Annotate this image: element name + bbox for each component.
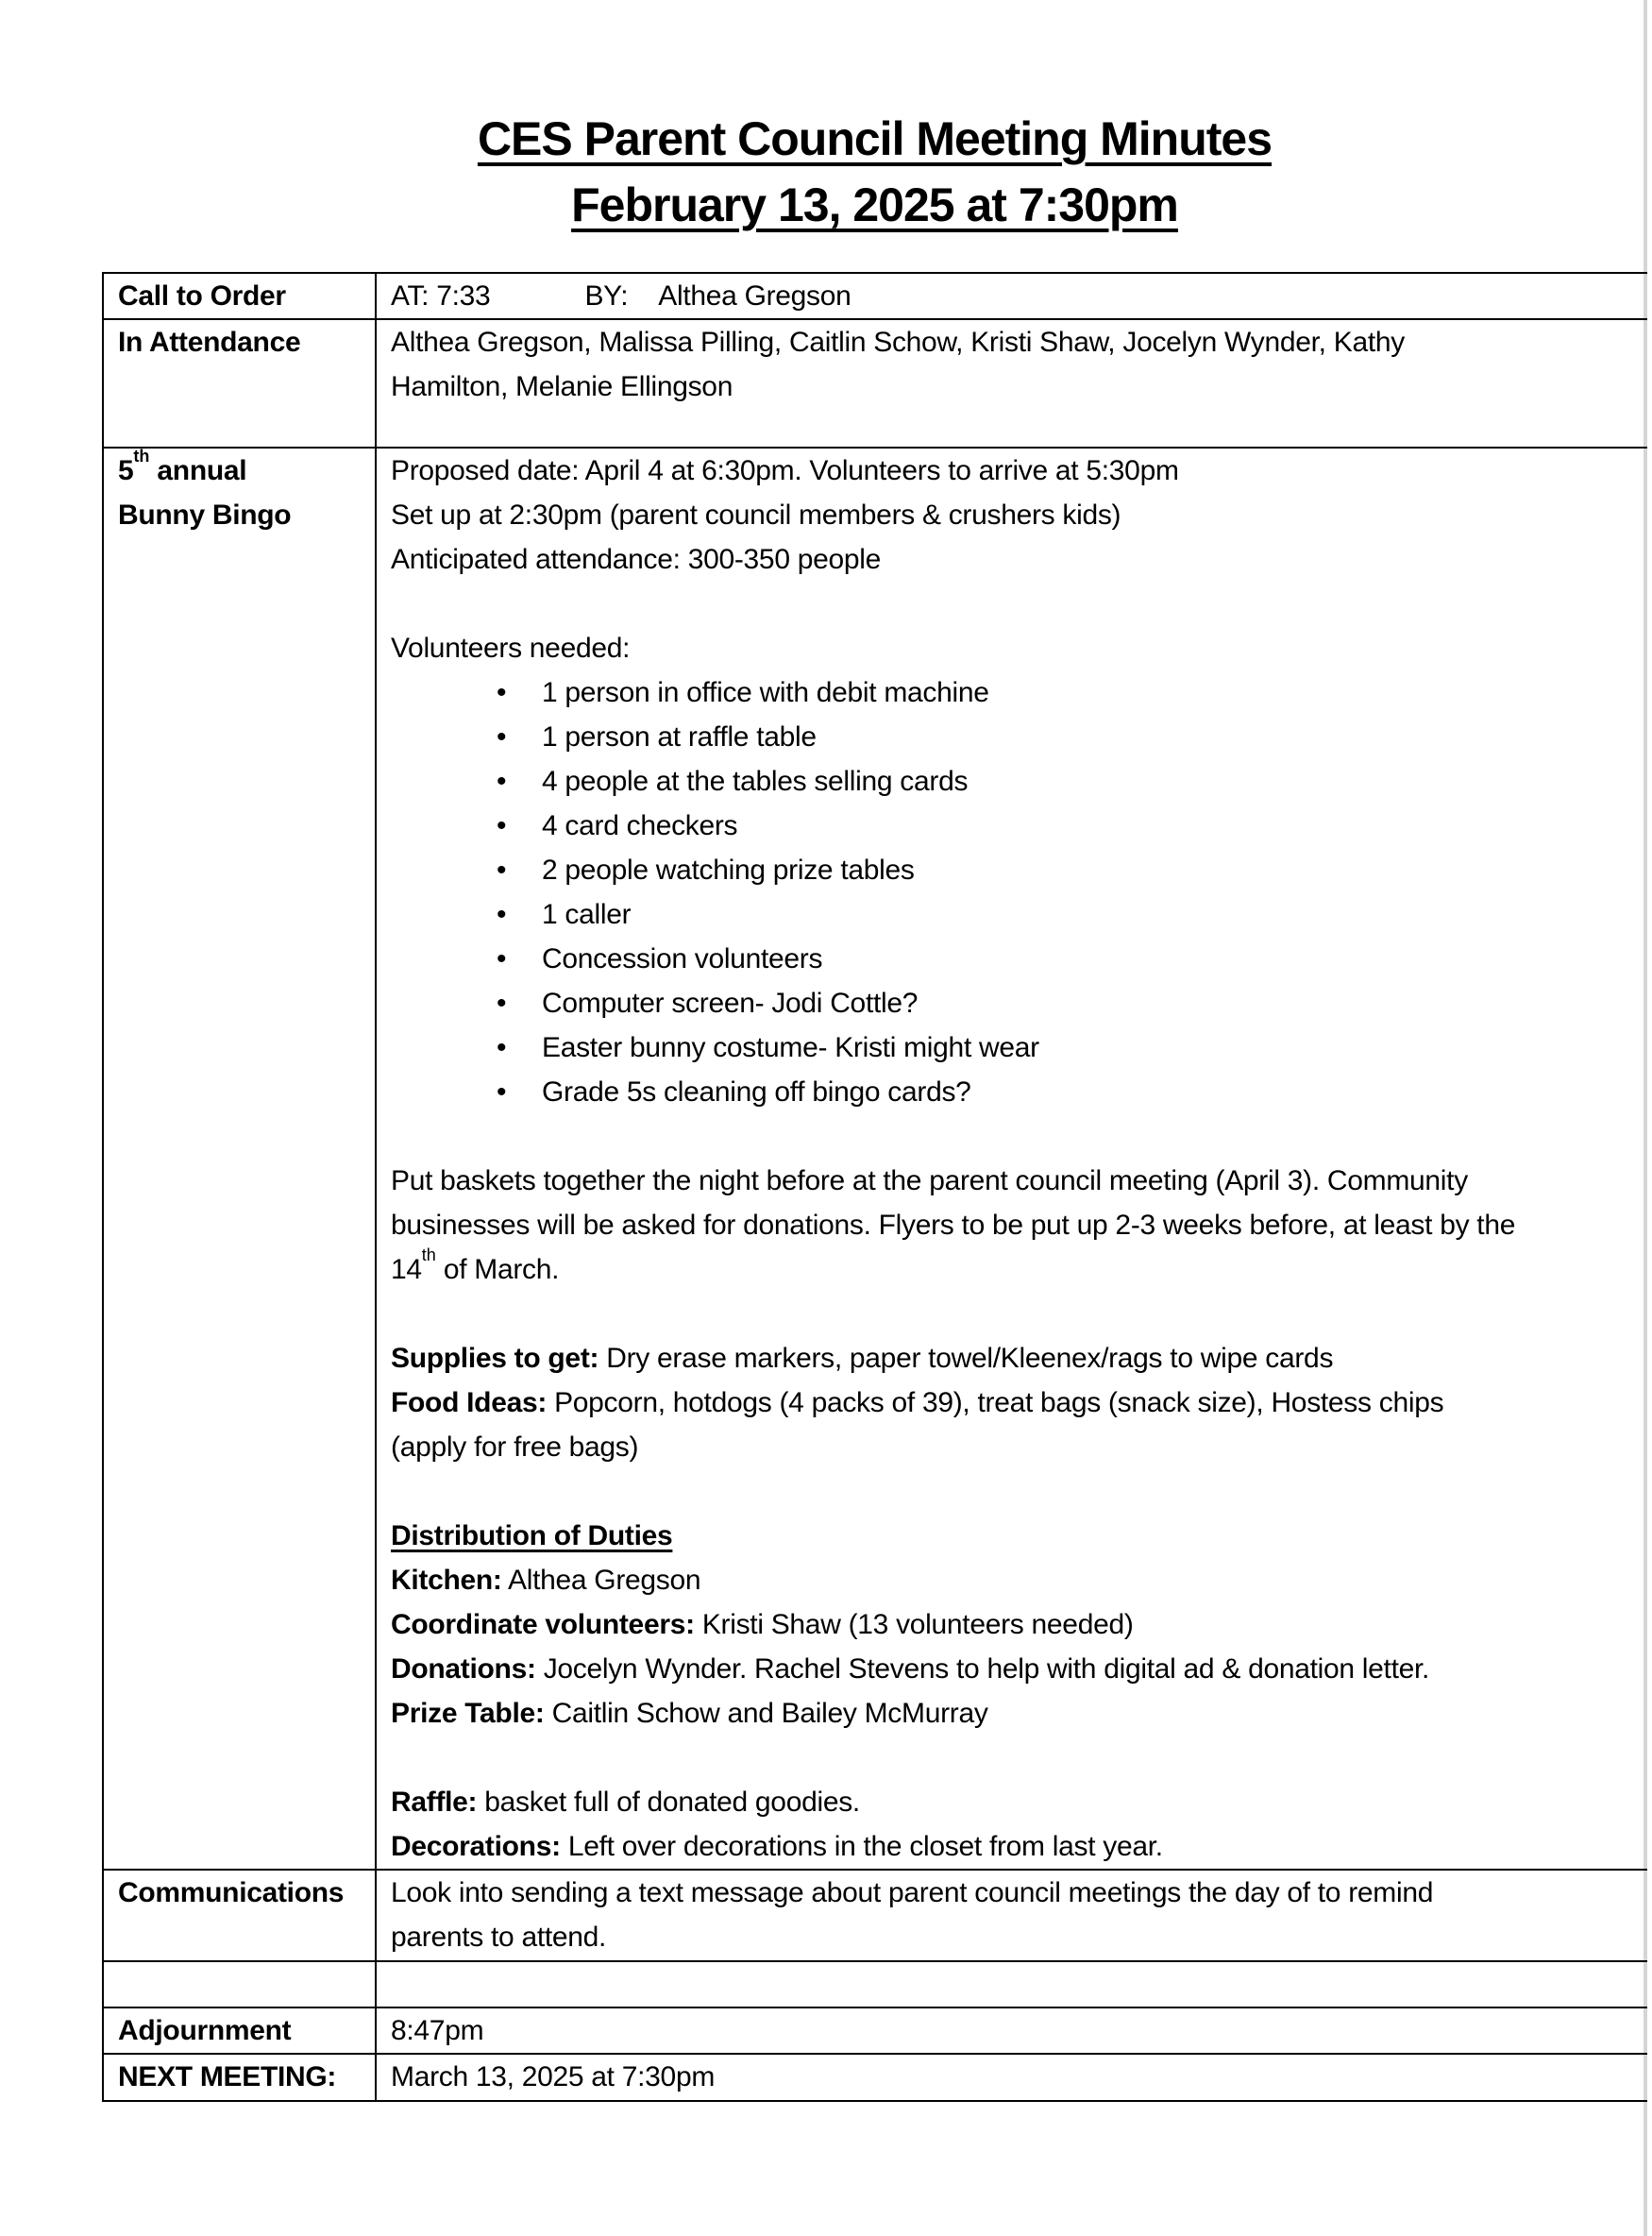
decorations-line <box>391 1824 1638 1869</box>
call-to-order-label: Call to Order <box>103 273 376 319</box>
duties-heading: Distribution of Duties <box>391 1520 673 1551</box>
next-meeting-content <box>376 2054 1647 2101</box>
proposed-date-line: Proposed date: April 4 at 6:30pm. Volunteers to arrive at 5:30pm <box>391 455 1179 486</box>
supplies-label: Supplies to get: <box>391 1343 599 1374</box>
next-meeting-label: NEXT MEETING: <box>103 2054 376 2101</box>
prize-table-text: Caitlin Schow and Bailey McMurray <box>544 1698 988 1729</box>
row-bunny-bingo <box>103 448 1647 1870</box>
duties-heading-line <box>391 1514 1638 1558</box>
title-line-2: February 13, 2025 at 7:30pm <box>571 178 1178 231</box>
row-in-attendance <box>103 319 1647 448</box>
raffle-line <box>391 1780 1638 1824</box>
empty-content-cell <box>376 1961 1647 2007</box>
row-communications <box>103 1870 1647 1961</box>
bingo-ordinal-number: 5 <box>118 455 134 486</box>
bunny-bingo-label-line2: Bunny Bingo <box>118 500 292 531</box>
bunny-bingo-label <box>103 448 376 1870</box>
donations-text: Jocelyn Wynder. Rachel Stevens to help with digital ad & donation letter. <box>535 1653 1430 1685</box>
bullet-item: • Computer screen- Jodi Cottle? <box>391 981 1638 1025</box>
food-ideas-text: Popcorn, hotdogs (4 packs of 39), treat bags (snack size), Hostess chips (apply for free bags) <box>391 1387 1452 1463</box>
baskets-paragraph <box>391 1159 1524 1292</box>
baskets-ordinal-suffix: th <box>421 1245 436 1264</box>
bingo-label-annual: annual <box>149 455 247 486</box>
bullet-item: • 4 people at the tables selling cards <box>391 759 1638 804</box>
decorations-text: Left over decorations in the closet from last year. <box>560 1831 1163 1862</box>
blank-line <box>391 1469 1638 1514</box>
supplies-text: Dry erase markers, paper towel/Kleenex/rags to wipe cards <box>598 1343 1334 1374</box>
supplies-line <box>391 1336 1638 1381</box>
blank-line <box>391 1292 1638 1336</box>
bullet-item: • Concession volunteers <box>391 937 1638 981</box>
bullet-item: • 2 people watching prize tables <box>391 848 1638 892</box>
row-next-meeting <box>103 2054 1647 2101</box>
bullet-item: • Grade 5s cleaning off bingo cards? <box>391 1070 1638 1114</box>
prize-table-label: Prize Table: <box>391 1698 545 1729</box>
adjournment-time: 8:47pm <box>391 2015 484 2046</box>
setup-line: Set up at 2:30pm (parent council members & crushers kids) <box>391 500 1121 531</box>
coordinate-line <box>391 1602 1638 1647</box>
adjournment-content <box>376 2007 1647 2054</box>
coordinate-text: Kristi Shaw (13 volunteers needed) <box>694 1609 1134 1640</box>
adjournment-label: Adjournment <box>103 2007 376 2054</box>
blank-line <box>391 1114 1638 1159</box>
by-name: Althea Gregson <box>658 280 851 312</box>
bingo-ordinal-suffix: th <box>133 446 150 466</box>
bullet-item: • 1 caller <box>391 892 1638 937</box>
call-to-order-line <box>391 274 1638 318</box>
kitchen-text: Althea Gregson <box>501 1565 701 1596</box>
food-ideas-label: Food Ideas: <box>391 1387 548 1418</box>
attendance-names: Althea Gregson, Malissa Pilling, Caitlin Schow, Kristi Shaw, Jocelyn Wynder, Kathy Hamilton, Melanie Ellingson <box>391 327 1413 402</box>
donations-line <box>391 1647 1638 1691</box>
row-call-to-order <box>103 273 1647 319</box>
title-line-1: CES Parent Council Meeting Minutes <box>477 112 1273 165</box>
call-time: AT: 7:33 <box>391 280 491 312</box>
bullet-item: • 1 person at raffle table <box>391 715 1638 759</box>
decorations-label: Decorations: <box>391 1831 561 1862</box>
volunteers-list <box>391 670 1638 1114</box>
kitchen-label: Kitchen: <box>391 1565 502 1596</box>
row-empty <box>103 1961 1647 2007</box>
call-to-order-content <box>376 273 1647 319</box>
bunny-bingo-label-line1 <box>118 446 365 493</box>
volunteers-heading: Volunteers needed: <box>391 633 631 664</box>
prize-table-line <box>391 1691 1638 1736</box>
kitchen-line <box>391 1558 1638 1602</box>
communications-content <box>376 1870 1647 1961</box>
bullet-item: • 4 card checkers <box>391 804 1638 848</box>
coordinate-label: Coordinate volunteers: <box>391 1609 695 1640</box>
bullet-item: • 1 person in office with debit machine <box>391 670 1638 715</box>
raffle-label: Raffle: <box>391 1787 478 1818</box>
minutes-table <box>102 272 1647 2102</box>
baskets-text-end: of March. <box>435 1254 560 1285</box>
document-content <box>102 0 1647 2102</box>
donations-label: Donations: <box>391 1653 536 1685</box>
in-attendance-content <box>376 319 1647 448</box>
raffle-text: basket full of donated goodies. <box>477 1787 860 1818</box>
anticipated-attendance-line: Anticipated attendance: 300-350 people <box>391 544 882 575</box>
blank-line <box>391 582 1638 626</box>
next-meeting-date: March 13, 2025 at 7:30pm <box>391 2061 716 2092</box>
communications-text: Look into sending a text message about parent council meetings the day of to remind parents to attend. <box>391 1877 1441 1953</box>
document-title <box>102 106 1647 238</box>
row-adjournment <box>103 2007 1647 2054</box>
baskets-text: Put baskets together the night before at the parent council meeting (April 3). Community businesses will be asked for donations. Flyers to be put up 2-3 weeks before, at least by the 14 <box>391 1165 1524 1285</box>
food-ideas-line <box>391 1381 1519 1469</box>
blank-line <box>391 1736 1638 1780</box>
communications-label: Communications <box>103 1870 376 1961</box>
bunny-bingo-content <box>376 448 1647 1870</box>
bullet-item: • Easter bunny costume- Kristi might wear <box>391 1025 1638 1070</box>
in-attendance-label: In Attendance <box>103 319 376 448</box>
by-label: BY: <box>584 280 629 312</box>
empty-label-cell <box>103 1961 376 2007</box>
